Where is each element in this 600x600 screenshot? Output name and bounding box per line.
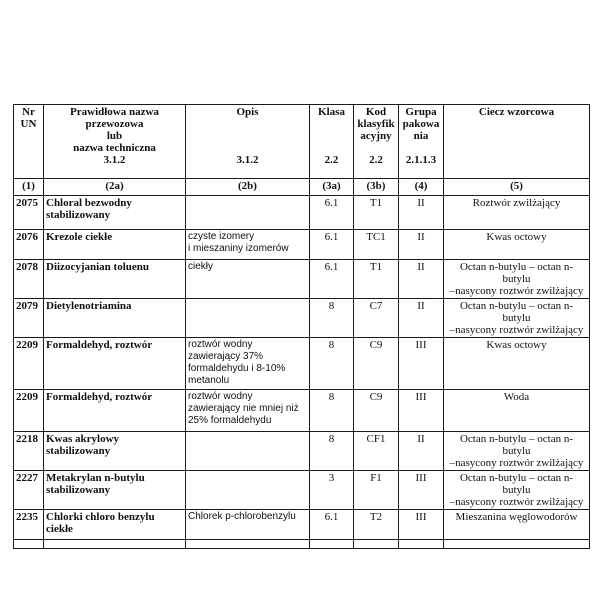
header-row (14, 105, 590, 179)
cell-un-number: 2235 (14, 510, 44, 540)
header-grupa-line: Grupa (405, 106, 437, 118)
description-line: formaldehydu i 8-10% (188, 363, 286, 374)
standard-liquid-line: Octan n-butylu – octan n-butylu (459, 433, 574, 457)
cell-classification-code: CF1 (354, 432, 399, 471)
standard-liquid-line: –nasycony roztwór zwilżający (449, 285, 584, 297)
header-kod-line: Kod (365, 106, 387, 118)
standard-liquid-line: Octan n-butylu – octan n-butylu (459, 261, 574, 285)
cell-class: 6.1 (310, 230, 354, 260)
cell-classification-code: C7 (354, 299, 399, 338)
cell-class: 8 (310, 299, 354, 338)
cell-un-number: 2209 (14, 390, 44, 432)
cell-description (186, 471, 310, 510)
header-kod-line: klasyfik (357, 118, 395, 130)
cell-packing-group: III (399, 510, 444, 540)
shipping-name-line: stabilizowany (46, 209, 111, 221)
cell-packing-group: II (399, 196, 444, 230)
header-opis-label: Opis (236, 106, 259, 118)
cell-standard-liquid (444, 260, 590, 299)
cell-description (186, 390, 310, 432)
cell-packing-group: II (399, 299, 444, 338)
description-line: ciekły (188, 261, 214, 272)
column-number: (4) (399, 179, 444, 196)
cell-class: 6.1 (310, 260, 354, 299)
table-body (14, 196, 590, 540)
cell-packing-group: III (399, 390, 444, 432)
cell-description (186, 260, 310, 299)
description-line: roztwór wodny (188, 391, 253, 402)
header-klasa-label: Klasa (318, 106, 345, 118)
table-row (14, 230, 590, 260)
table-row (14, 196, 590, 230)
cell-standard-liquid (444, 432, 590, 471)
description-line: 25% formaldehydu (188, 415, 272, 426)
shipping-name-line: Kwas akrylowy (46, 433, 120, 445)
header-opis-ref: 3.1.2 (236, 154, 259, 166)
cell-class: 8 (310, 390, 354, 432)
cell-class: 8 (310, 338, 354, 390)
description-line: i mieszaniny izomerów (188, 243, 289, 254)
column-number: (2a) (44, 179, 186, 196)
description-line: Chlorek p-chlorobenzylu (188, 511, 296, 522)
cell-un-number: 2227 (14, 471, 44, 510)
shipping-name-line: Chloral bezwodny (46, 197, 132, 209)
cell-shipping-name (44, 260, 186, 299)
table-row (14, 338, 590, 390)
cell-classification-code: TC1 (354, 230, 399, 260)
cell-shipping-name (44, 299, 186, 338)
description-line: roztwór wodny (188, 339, 253, 350)
cell-class: 8 (310, 432, 354, 471)
header-nr-un-label: Nr UN (20, 106, 37, 130)
header-ciecz-label: Ciecz wzorcowa (478, 106, 555, 118)
shipping-name-line: Dietylenotriamina (46, 300, 132, 312)
cell-class: 3 (310, 471, 354, 510)
cell-standard-liquid (444, 230, 590, 260)
header-grupa-line: nia (413, 130, 429, 142)
cell-class: 6.1 (310, 510, 354, 540)
shipping-name-line: Chlorki chloro benzylu (46, 511, 155, 523)
cell-un-number: 2078 (14, 260, 44, 299)
cell-standard-liquid (444, 299, 590, 338)
cell-standard-liquid (444, 338, 590, 390)
shipping-name-line: Formaldehyd, roztwór (46, 339, 153, 351)
header-grupa (399, 105, 444, 179)
shipping-name-line: Metakrylan n-butylu (46, 472, 145, 484)
description-line: zawierający 37% (188, 351, 264, 362)
cell-description (186, 230, 310, 260)
header-klasa (310, 105, 354, 179)
standard-liquid-line: –nasycony roztwór zwilżający (449, 324, 584, 336)
cell-un-number: 2209 (14, 338, 44, 390)
standard-liquid-line: Kwas octowy (486, 339, 547, 351)
table-row (14, 299, 590, 338)
shipping-name-line: Formaldehyd, roztwór (46, 391, 153, 403)
header-opis (186, 105, 310, 179)
cell-shipping-name (44, 510, 186, 540)
cut-off-row (14, 540, 590, 549)
shipping-name-line: stabilizowany (46, 484, 111, 496)
cell-class: 6.1 (310, 196, 354, 230)
shipping-name-line: Krezole ciekłe (46, 231, 113, 243)
column-number: (2b) (186, 179, 310, 196)
description-line: zawierający nie mniej niż (188, 403, 299, 414)
description-line: czyste izomery (188, 231, 255, 242)
cell-description (186, 196, 310, 230)
cell-shipping-name (44, 432, 186, 471)
header-kod-ref: 2.2 (369, 154, 383, 166)
description-line: metanolu (188, 375, 230, 386)
cell-standard-liquid (444, 196, 590, 230)
cell-classification-code: T1 (354, 196, 399, 230)
cell-standard-liquid (444, 390, 590, 432)
header-nazwa-line: Prawidłowa nazwa (70, 106, 159, 118)
shipping-name-line: Diizocyjanian toluenu (46, 261, 149, 273)
cell-shipping-name (44, 230, 186, 260)
cell-un-number: 2076 (14, 230, 44, 260)
column-number-row (14, 179, 590, 196)
cell-shipping-name (44, 196, 186, 230)
standard-liquid-line: Octan n-butylu – octan n-butylu (459, 300, 574, 324)
cell-packing-group: II (399, 432, 444, 471)
cell-packing-group: III (399, 471, 444, 510)
cell-shipping-name (44, 471, 186, 510)
cell-classification-code: T2 (354, 510, 399, 540)
header-grupa-line: pakowa (402, 118, 440, 130)
un-substances-table (13, 104, 590, 549)
header-kod-line: acyjny (360, 130, 392, 142)
header-klasa-ref: 2.2 (324, 154, 339, 166)
shipping-name-line: ciekłe (46, 523, 73, 535)
column-number: (5) (444, 179, 590, 196)
cell-un-number: 2075 (14, 196, 44, 230)
standard-liquid-line: Mieszanina węglowodorów (455, 511, 578, 523)
cell-un-number: 2218 (14, 432, 44, 471)
cell-description (186, 510, 310, 540)
standard-liquid-line: –nasycony roztwór zwilżający (449, 496, 584, 508)
header-nazwa-line: nazwa techniczna (73, 142, 156, 154)
standard-liquid-line: Octan n-butylu – octan n-butylu (459, 472, 574, 496)
header-grupa-ref: 2.1.1.3 (405, 154, 437, 166)
header-nr-un (14, 105, 44, 179)
header-nazwa-ref: 3.1.2 (103, 154, 126, 166)
cell-classification-code: T1 (354, 260, 399, 299)
column-number: (3a) (310, 179, 354, 196)
cell-shipping-name (44, 338, 186, 390)
cell-classification-code: F1 (354, 471, 399, 510)
cell-packing-group: II (399, 230, 444, 260)
table-row (14, 260, 590, 299)
table-row (14, 432, 590, 471)
header-kod (354, 105, 399, 179)
standard-liquid-line: –nasycony roztwór zwilżający (449, 457, 584, 469)
column-number: (1) (14, 179, 44, 196)
header-nazwa (44, 105, 186, 179)
cell-classification-code: C9 (354, 338, 399, 390)
cell-description (186, 338, 310, 390)
table-row (14, 390, 590, 432)
header-ciecz (444, 105, 590, 179)
cell-standard-liquid (444, 471, 590, 510)
cell-standard-liquid (444, 510, 590, 540)
standard-liquid-line: Roztwór zwilżający (472, 197, 561, 209)
cell-classification-code: C9 (354, 390, 399, 432)
shipping-name-line: stabilizowany (46, 445, 111, 457)
standard-liquid-line: Kwas octowy (486, 231, 547, 243)
table-row (14, 510, 590, 540)
cell-un-number: 2079 (14, 299, 44, 338)
header-nazwa-line: przewozowa (85, 118, 144, 130)
cell-description (186, 432, 310, 471)
cell-description (186, 299, 310, 338)
cell-packing-group: II (399, 260, 444, 299)
table-row (14, 471, 590, 510)
cell-packing-group: III (399, 338, 444, 390)
cell-shipping-name (44, 390, 186, 432)
column-number: (3b) (354, 179, 399, 196)
header-nazwa-line: lub (106, 130, 123, 142)
standard-liquid-line: Woda (503, 391, 530, 403)
